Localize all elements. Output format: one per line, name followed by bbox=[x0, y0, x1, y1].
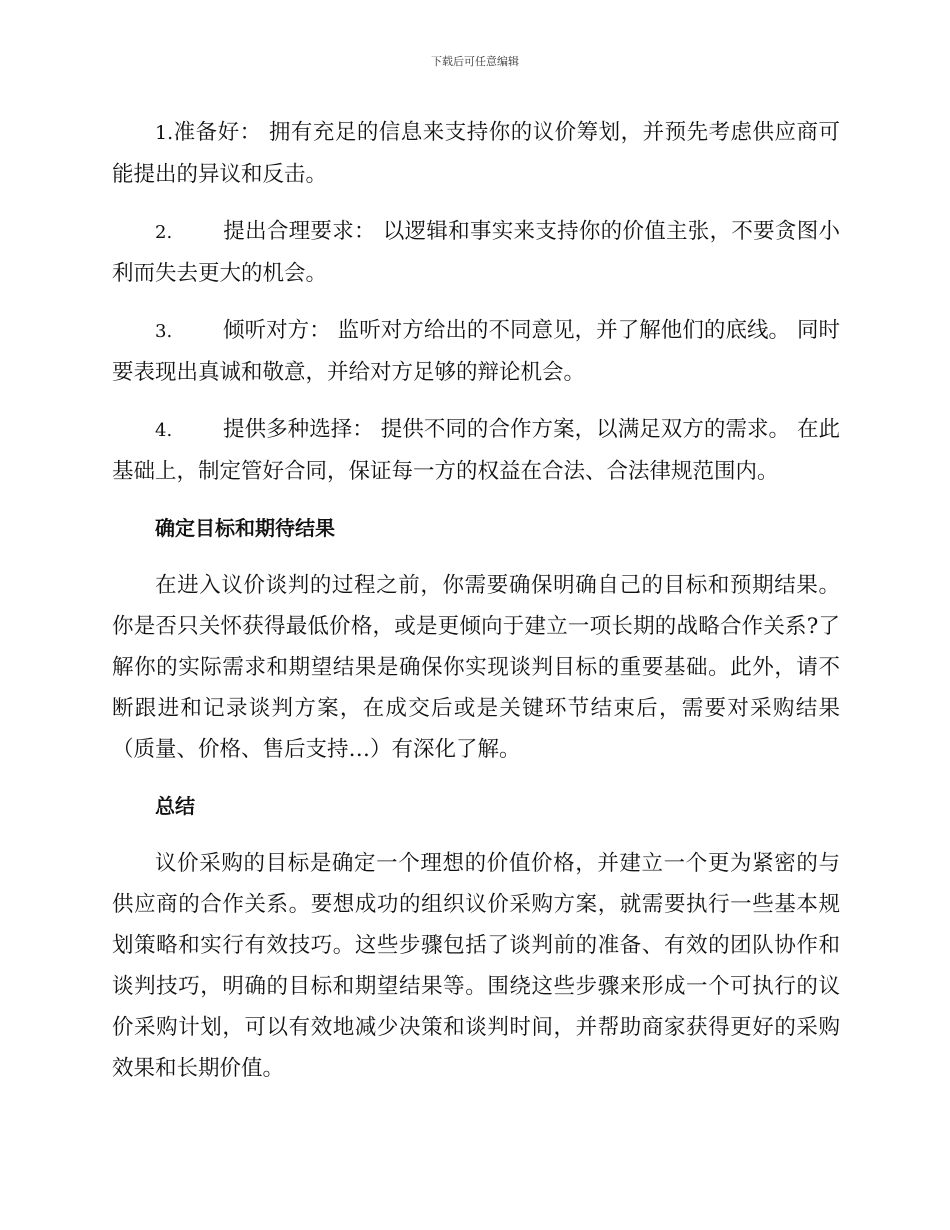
list-item-3 bbox=[112, 310, 840, 393]
list-item-4 bbox=[112, 409, 840, 492]
list-item-2 bbox=[112, 211, 840, 294]
section-heading-summary: 总结 bbox=[155, 794, 195, 818]
list-item-number: 1. bbox=[155, 122, 174, 144]
list-item-number: 3. bbox=[155, 321, 173, 342]
list-item-1 bbox=[112, 112, 840, 195]
list-item-text: 倾听对方： 监听对方给出的不同意见，并了解他们的底线。 同时要表现出真诚和敬意，并给对方足够的辩论机会。 bbox=[112, 318, 840, 385]
list-item-number: 4. bbox=[155, 420, 173, 441]
document-body bbox=[112, 112, 840, 1089]
list-item-text: 准备好： 拥有充足的信息来支持你的议价筹划，并预先考虑供应商可能提出的异议和反击。 bbox=[112, 120, 840, 187]
list-item-text: 提出合理要求： 以逻辑和事实来支持你的价值主张，不要贪图小利而失去更大的机会。 bbox=[112, 219, 840, 286]
section-paragraph-goals: 在进入议价谈判的过程之前，你需要确保明确自己的目标和预期结果。你是否只关怀获得最低价格，或是更倾向于建立一项长期的战略合作关系?了解你的实际需求和期望结果是确保你实现谈判目标的重要基础。此外，请不断跟进和记录谈判方案，在成交后或是关键环节结束后，需要对采购结果（质量、价格、售后支持…）有深化了解。 bbox=[112, 573, 840, 762]
page-header: 下载后可任意编辑 bbox=[431, 55, 519, 68]
section-paragraph-summary: 议价采购的目标是确定一个理想的价值价格，并建立一个更为紧密的与供应商的合作关系。要想成功的组织议价采购方案，就需要执行一些基本规划策略和实行有效技巧。这些步骤包括了谈判前的准备、有效的团队协作和谈判技巧，明确的目标和期望结果等。围绕这些步骤来形成一个可执行的议价采购计划，可以有效地减少决策和谈判时间，并帮助商家获得更好的采购效果和长期价值。 bbox=[112, 851, 840, 1081]
list-item-number: 2. bbox=[155, 222, 173, 243]
list-item-text: 提供多种选择： 提供不同的合作方案，以满足双方的需求。 在此基础上，制定管好合同，保证每一方的权益在合法、合法律规范围内。 bbox=[112, 417, 840, 484]
section-heading-goals: 确定目标和期待结果 bbox=[155, 516, 335, 540]
